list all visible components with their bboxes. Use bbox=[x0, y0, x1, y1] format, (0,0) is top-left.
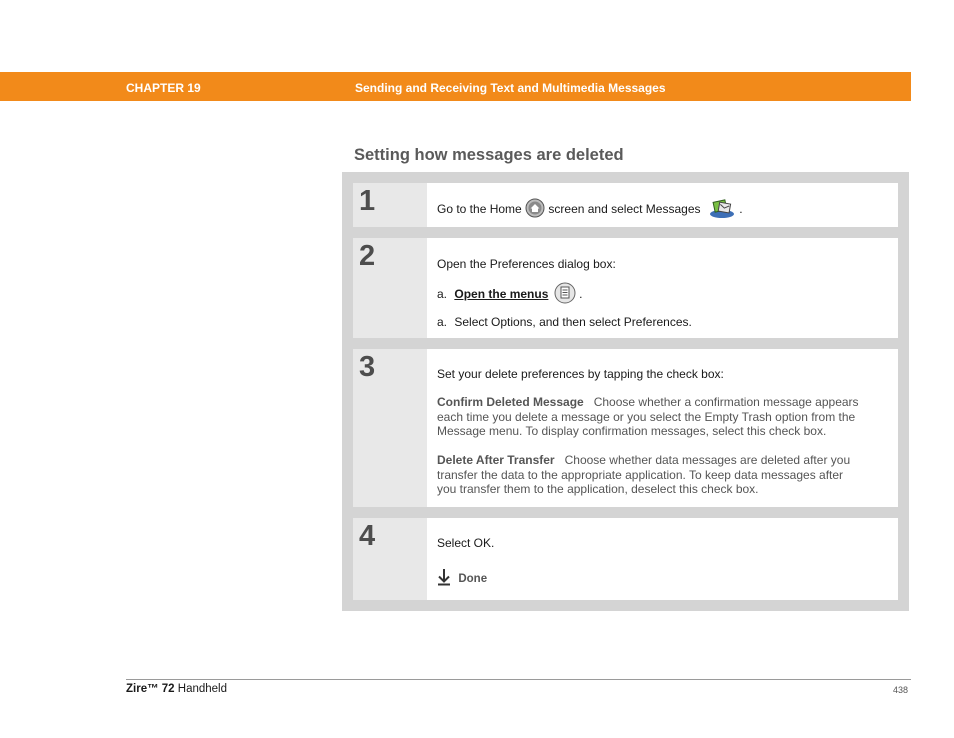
done-label: Done bbox=[458, 572, 488, 585]
page-number: 438 bbox=[893, 685, 909, 695]
substep-marker: a. bbox=[437, 286, 448, 301]
chapter-label: CHAPTER 19 bbox=[126, 81, 201, 95]
done-arrow-icon bbox=[437, 568, 451, 590]
option-confirm-deleted-message bbox=[437, 395, 886, 439]
step-intro: Set your delete preferences by tapping the check box: bbox=[437, 367, 724, 381]
option-desc-line: transfer the data to the appropriate application. To keep data messages after bbox=[437, 467, 844, 482]
section-title: Setting how messages are deleted bbox=[354, 146, 624, 164]
steps-panel bbox=[342, 172, 909, 611]
done-marker bbox=[437, 568, 487, 590]
step-number-column bbox=[353, 238, 427, 338]
option-desc-line: Choose whether a confirmation message appears bbox=[593, 395, 859, 409]
step-text: Select OK. bbox=[437, 536, 495, 550]
footer-product bbox=[126, 683, 227, 695]
home-icon bbox=[525, 198, 545, 222]
step-intro: Open the Preferences dialog box: bbox=[437, 257, 616, 271]
step-number-column bbox=[353, 518, 427, 600]
step-3 bbox=[353, 349, 898, 507]
messages-app-icon bbox=[708, 197, 736, 223]
product-suffix: Handheld bbox=[174, 683, 228, 695]
option-desc-line: you transfer them to the application, deselect this check box. bbox=[437, 482, 759, 496]
step-2 bbox=[353, 238, 898, 338]
option-delete-after-transfer bbox=[437, 453, 886, 497]
chapter-banner bbox=[0, 72, 911, 101]
substep bbox=[437, 315, 692, 330]
step-number: 2 bbox=[359, 240, 376, 272]
step-number-column bbox=[353, 349, 427, 507]
step-text: screen and select Messages bbox=[548, 201, 701, 216]
option-desc-line: each time you delete a message or you select the Empty Trash option from the bbox=[437, 409, 856, 424]
step-1 bbox=[353, 183, 898, 227]
product-name: Zire™ 72 bbox=[126, 683, 175, 695]
open-menus-link[interactable]: Open the menus bbox=[454, 286, 549, 301]
footer-rule bbox=[126, 679, 911, 680]
chapter-title: Sending and Receiving Text and Multimedia Messages bbox=[355, 81, 666, 95]
substep-marker: a. bbox=[437, 315, 448, 329]
option-term: Delete After Transfer bbox=[437, 453, 555, 467]
menu-icon bbox=[554, 282, 576, 308]
step-number: 4 bbox=[359, 520, 376, 552]
option-term: Confirm Deleted Message bbox=[437, 395, 584, 409]
option-desc-line: Choose whether data messages are deleted after you bbox=[564, 453, 851, 467]
step-text: Go to the Home bbox=[437, 201, 522, 216]
step-number-column bbox=[353, 183, 427, 227]
substep bbox=[437, 282, 582, 308]
step-number: 3 bbox=[359, 351, 376, 383]
substep-suffix: . bbox=[579, 286, 583, 301]
step-text: . bbox=[739, 201, 743, 216]
step-4 bbox=[353, 518, 898, 600]
option-desc-line: Message menu. To display confirmation messages, select this check box. bbox=[437, 424, 827, 438]
substep-text: Select Options, and then select Preferences. bbox=[454, 315, 692, 329]
step-number: 1 bbox=[359, 185, 376, 217]
